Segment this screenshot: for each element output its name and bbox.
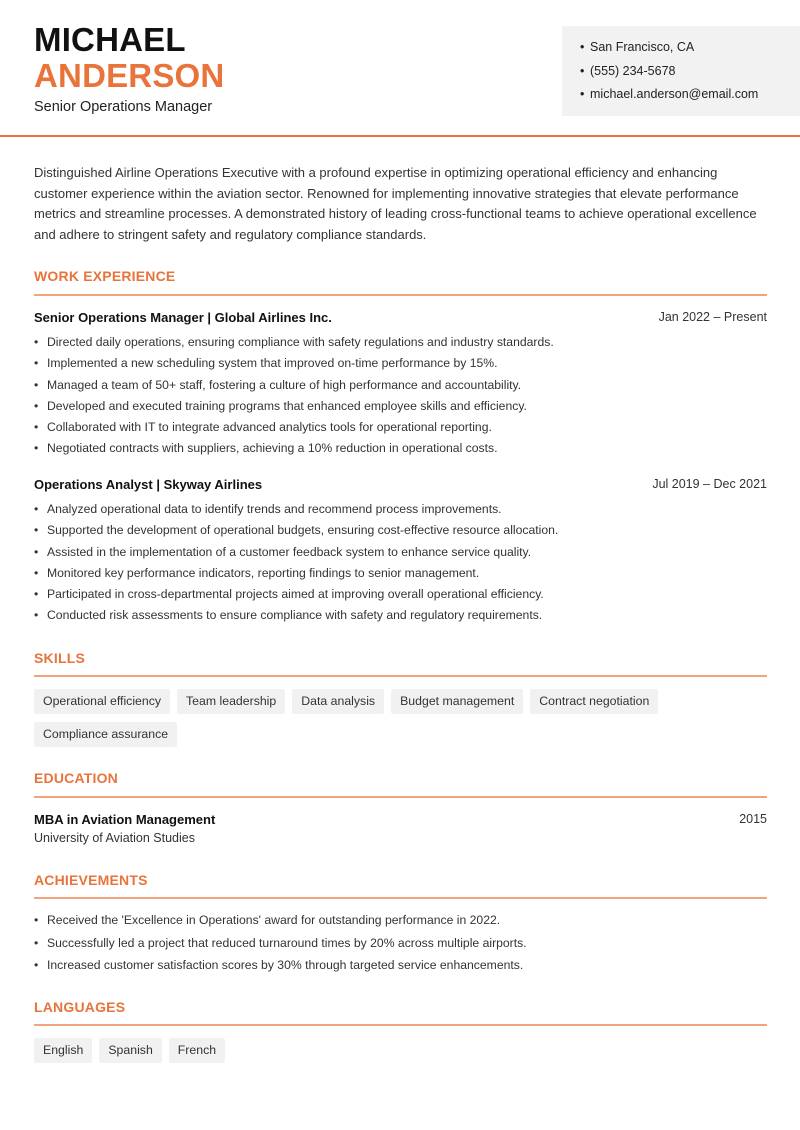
- contact-email: • michael.anderson@email.com: [580, 83, 800, 107]
- list-item: • Collaborated with IT to integrate advanced analytics tools for operational reporting.: [34, 417, 768, 438]
- list-item: • Implemented a new scheduling system that improved on-time performance by 15%.: [34, 353, 768, 374]
- section-title-achievements: ACHIEVEMENTS: [34, 872, 148, 888]
- education-degree: MBA in Aviation Management: [34, 812, 216, 827]
- language-tag: French: [169, 1038, 225, 1063]
- list-item: • Successfully led a project that reduced turnaround times by 20% across multiple airports.: [34, 932, 768, 955]
- job-dates: Jan 2022 – Present: [658, 310, 767, 324]
- section-divider: [34, 675, 767, 677]
- job-role: Senior Operations Manager: [34, 99, 213, 115]
- profile-summary: Distinguished Airline Operations Executive with a profound expertise in optimizing operational efficiency and enhancing customer experience within the aviation sector. Renowned for implementing innovative strategies that elevate performance metrics and streamline processes. A demonstrated history of leading cross-functional teams to achieve operational excellence and adhere to stringent safety and regulatory compliance standards.: [34, 165, 757, 242]
- list-item: • Participated in cross-departmental projects aimed at improving overall operational efficiency.: [34, 584, 768, 605]
- job-title: Senior Operations Manager | Global Airlines Inc.: [34, 310, 332, 325]
- language-tag: Spanish: [99, 1038, 161, 1063]
- list-item: • Negotiated contracts with suppliers, achieving a 10% reduction in operational costs.: [34, 438, 768, 459]
- section-title-languages: LANGUAGES: [34, 999, 126, 1015]
- list-item: • Conducted risk assessments to ensure compliance with safety and regulatory requirements.: [34, 605, 768, 626]
- list-item: • Supported the development of operational budgets, ensuring cost-effective resource allocation.: [34, 520, 768, 541]
- contact-box: [562, 26, 800, 116]
- skill-tag: Contract negotiation: [530, 689, 658, 714]
- skill-tag: Operational efficiency: [34, 689, 170, 714]
- language-tag: English: [34, 1038, 92, 1063]
- list-item: • Assisted in the implementation of a customer feedback system to enhance service quality.: [34, 542, 768, 563]
- achievements-list: [34, 909, 768, 977]
- list-item: • Monitored key performance indicators, reporting findings to senior management.: [34, 563, 768, 584]
- job-bullets: [34, 332, 768, 460]
- contact-phone: • (555) 234-5678: [580, 60, 800, 84]
- section-title-skills: SKILLS: [34, 650, 85, 666]
- contact-location: • San Francisco, CA: [580, 36, 800, 60]
- skill-tag: Data analysis: [292, 689, 384, 714]
- list-item: • Analyzed operational data to identify trends and recommend process improvements.: [34, 499, 768, 520]
- last-name: ANDERSON: [34, 57, 225, 94]
- section-divider: [34, 796, 767, 798]
- first-name: MICHAEL: [34, 21, 186, 58]
- job-bullets: [34, 499, 768, 627]
- education-year: 2015: [739, 812, 767, 826]
- skills-list: [34, 689, 664, 747]
- section-divider: [34, 1024, 767, 1026]
- section-title-education: EDUCATION: [34, 770, 118, 786]
- languages-list: [34, 1038, 768, 1063]
- candidate-name: [34, 22, 224, 94]
- section-divider: [34, 294, 767, 296]
- list-item: • Received the 'Excellence in Operations' award for outstanding performance in 2022.: [34, 909, 768, 932]
- skill-tag: Compliance assurance: [34, 722, 177, 747]
- list-item: • Managed a team of 50+ staff, fostering a culture of high performance and accountability.: [34, 375, 768, 396]
- resume-header: [0, 0, 800, 137]
- education-school: University of Aviation Studies: [34, 831, 195, 845]
- section-title-work: WORK EXPERIENCE: [34, 268, 176, 284]
- job-title: Operations Analyst | Skyway Airlines: [34, 477, 263, 492]
- section-divider: [34, 897, 767, 899]
- skill-tag: Team leadership: [177, 689, 285, 714]
- job-dates: Jul 2019 – Dec 2021: [652, 477, 767, 491]
- list-item: • Directed daily operations, ensuring compliance with safety regulations and industry standards.: [34, 332, 768, 353]
- list-item: • Increased customer satisfaction scores by 30% through targeted service enhancements.: [34, 954, 768, 977]
- list-item: • Developed and executed training programs that enhanced employee skills and efficiency.: [34, 396, 768, 417]
- skill-tag: Budget management: [391, 689, 523, 714]
